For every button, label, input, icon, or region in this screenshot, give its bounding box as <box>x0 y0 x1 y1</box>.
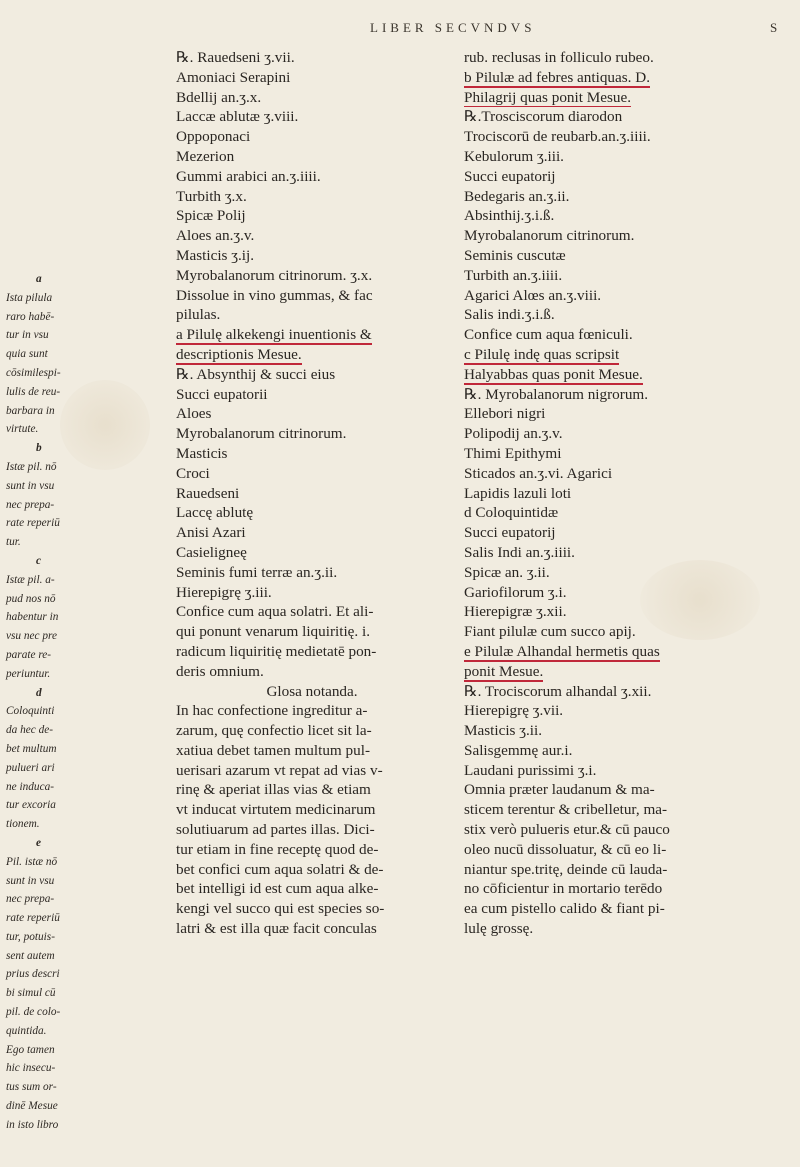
marginal-notes <box>6 270 72 1135</box>
text-line: ponit Mesue. <box>464 662 544 680</box>
text-line: Anisi Azari <box>176 524 246 542</box>
text-line: Myrobalanorum citrinorum. <box>464 227 635 245</box>
text-line: ea cum pistello calido & fiant pi- <box>464 900 665 918</box>
text-line: tur etiam in fine receptę quod de- <box>176 840 379 858</box>
text-line: Sticados an.ʒ.vi. Agarici <box>464 464 613 482</box>
text-line: Salisgemmę aur.i. <box>464 741 573 759</box>
marginal-note-line: ne induca- <box>6 780 54 793</box>
text-line: Gariofilorum ʒ.i. <box>464 583 567 601</box>
marginal-note-line: d <box>36 686 42 699</box>
text-line: Turbith ʒ.x. <box>176 187 247 205</box>
text-line: Turbith an.ʒ.iiii. <box>464 266 563 284</box>
page-signature: S <box>770 20 782 35</box>
marginal-note-line: rate reperiū <box>6 912 60 925</box>
text-line: Absinthij.ʒ.i.ß. <box>464 207 555 225</box>
marginal-note-line: Ego tamen <box>6 1043 55 1056</box>
text-line: deris omnium. <box>176 662 264 680</box>
running-head <box>370 20 782 36</box>
running-head-title: LIBER SECVNDVS <box>370 20 536 35</box>
text-line: Aloes <box>176 405 212 423</box>
text-line: Thimi Epithymi <box>464 444 562 462</box>
text-line: latri & est illa quæ facit conculas <box>176 920 377 938</box>
marginal-note-line: Istæ pil. nō <box>6 460 57 473</box>
text-line: Succi eupatorij <box>464 524 556 542</box>
marginal-note-line: tur. <box>6 536 21 549</box>
text-line: Hierepigræ ʒ.xii. <box>464 603 567 621</box>
marginal-note-line: pud nos nō <box>6 592 56 605</box>
text-line: d Coloquintidæ <box>464 504 559 522</box>
marginal-note-line: barbara in <box>6 404 55 417</box>
text-line: no cōficientur in mortario terēdo <box>464 880 663 898</box>
marginal-note-line: bet multum <box>6 742 57 755</box>
marginal-note-line: Istæ pil. a- <box>6 573 55 586</box>
text-line: Mezerion <box>176 147 235 165</box>
text-line: solutiuarum ad partes illas. Dici- <box>176 821 375 839</box>
marginal-note-line: Ista pilula <box>6 291 53 304</box>
text-line: Masticis ʒ.ij. <box>176 246 255 264</box>
text-line: Confice cum aqua solatri. Et ali- <box>176 603 374 621</box>
marginal-note-line: hic insecu- <box>6 1062 56 1075</box>
text-line: Trociscorū de reubarb.an.ʒ.iiii. <box>464 128 651 146</box>
text-line: sticem terentur & cribelletur, ma- <box>464 801 668 819</box>
marginal-note-line: cōsimilespi- <box>6 366 61 379</box>
marginal-note-line: tur in vsu <box>6 329 49 342</box>
marginal-note-line: vsu nec pre <box>6 630 58 643</box>
marginal-note-line: raro habē- <box>6 310 55 323</box>
text-line: Gummi arabici an.ʒ.iiii. <box>176 167 321 185</box>
marginal-note-line: bi simul cū <box>6 987 56 1000</box>
text-line: Succi eupatorij <box>464 167 556 185</box>
text-line: bet intelligi id est cum aqua alke- <box>176 880 379 898</box>
text-line: Ellebori nigri <box>464 405 546 423</box>
marginal-note-line: da hec de- <box>6 724 54 737</box>
text-line: Laudani purissimi ʒ.i. <box>464 761 597 779</box>
text-line: uerisari azarum vt repat ad vias v- <box>176 761 383 779</box>
text-line: Myrobalanorum citrinorum. <box>176 425 347 443</box>
text-line: ℞.Trosciscorum diarodon <box>464 108 623 126</box>
marginal-note-line: habentur in <box>6 611 59 624</box>
text-line: Halyabbas quas ponit Mesue. <box>464 365 643 383</box>
text-line: Spicæ an. ʒ.ii. <box>464 563 550 581</box>
marginal-note-line: tionem. <box>6 818 40 831</box>
marginal-note-line: e <box>36 836 42 849</box>
text-line: Lapidis lazuli loti <box>464 484 572 502</box>
marginal-note-line: parate re- <box>6 648 52 661</box>
text-line: vt inducat virtutem medicinarum <box>176 801 376 819</box>
text-line: ℞. Absynthij & succi eius <box>176 365 336 383</box>
marginal-note-line: lulis de reu- <box>6 385 61 398</box>
marginal-note-line: c <box>36 554 42 567</box>
marginal-note-line: sunt in vsu <box>6 874 55 887</box>
marginal-note-line: Coloquinti <box>6 705 55 718</box>
text-line: Glosa notanda. <box>266 682 358 700</box>
text-line: Bedegaris an.ʒ.ii. <box>464 187 570 205</box>
text-line: Kebulorum ʒ.iii. <box>464 147 564 165</box>
marginal-note-line: pil. de colo- <box>6 1006 61 1019</box>
marginal-note-line: a <box>36 273 42 285</box>
text-line: Polipodij an.ʒ.v. <box>464 425 563 443</box>
text-line: Hierepigrę ʒ.vii. <box>464 702 564 720</box>
text-line: Salis Indi an.ʒ.iiii. <box>464 543 575 561</box>
marginal-note-line: nec prepa- <box>6 893 55 906</box>
marginal-note-line: nec prepa- <box>6 498 55 511</box>
text-line: descriptionis Mesue. <box>176 345 302 363</box>
text-line: In hac confectione ingreditur a- <box>176 702 368 720</box>
text-line: Fiant pilulæ cum succo apij. <box>464 623 636 641</box>
text-line: Rauedseni <box>176 484 240 502</box>
text-line: niantur spe.tritę, deinde cū lauda- <box>464 860 668 878</box>
marginal-note-line: prius descri <box>6 968 60 981</box>
text-line: Salis indi.ʒ.i.ß. <box>464 306 555 324</box>
text-line: rub. reclusas in folliculo rubeo. <box>464 49 654 66</box>
marginal-note-line: quia sunt <box>6 348 48 361</box>
text-line: c Pilulę indę quas scripsit <box>464 345 620 363</box>
text-line: Philagrij quas ponit Mesue. <box>464 88 632 106</box>
text-line: e Pilulæ Alhandal hermetis quas <box>464 642 660 660</box>
marginal-note-line: sent autem <box>6 949 55 962</box>
text-line: Succi eupatorii <box>176 385 268 403</box>
marginal-note-line: b <box>36 442 42 455</box>
marginal-note-line: tur, potuis- <box>6 930 55 943</box>
text-line: Aloes an.ʒ.v. <box>176 227 255 245</box>
text-line: Hierepigrę ʒ.iii. <box>176 583 272 601</box>
text-line: kengi vel succo qui est species so- <box>176 900 385 918</box>
marginal-note-line: tus sum or- <box>6 1081 57 1094</box>
text-line: Laccæ ablutæ ʒ.viii. <box>176 108 299 126</box>
text-line: pilulas. <box>176 306 221 324</box>
text-line: ℞. Rauedseni ʒ.vii. <box>176 49 295 66</box>
marginal-note-line: quintida. <box>6 1024 47 1037</box>
marginal-note-line: sunt in vsu <box>6 479 55 492</box>
text-line: ℞. Myrobalanorum nigrorum. <box>464 385 649 403</box>
text-line: radicum liquiritię medietatē pon- <box>176 642 377 660</box>
text-line: Amoniaci Serapini <box>176 68 291 86</box>
text-line: Spicæ Polij <box>176 207 246 225</box>
text-line: stix verò pulueris etur.& cū pauco <box>464 821 670 839</box>
text-line: xatiua debet tamen multum pul- <box>176 741 371 759</box>
text-line: ℞. Trociscorum alhandal ʒ.xii. <box>464 682 652 700</box>
text-line: Confice cum aqua fœniculi. <box>464 326 633 344</box>
text-line: b Pilulæ ad febres antiquas. D. <box>464 68 651 86</box>
text-line: Seminis fumi terræ an.ʒ.ii. <box>176 563 338 581</box>
text-line: Bdellij an.ʒ.x. <box>176 88 262 106</box>
marginal-note-line: virtute. <box>6 423 39 436</box>
text-line: Oppoponaci <box>176 128 251 146</box>
marginal-note-line: dinē Mesue <box>6 1100 58 1113</box>
text-line: Dissolue in vino gummas, & fac <box>176 286 373 304</box>
text-line: Agarici Alœs an.ʒ.viii. <box>464 286 602 304</box>
marginal-note-line: Pil. istæ nō <box>6 855 58 868</box>
text-line: Seminis cuscutæ <box>464 246 566 264</box>
text-line: a Pilulę alkekengi inuentionis & <box>176 326 372 344</box>
marginal-note-line: in isto libro <box>6 1118 59 1131</box>
marginal-note-line: tur excoria <box>6 799 56 812</box>
text-line: lulę grossę. <box>464 920 534 938</box>
text-line: Laccę ablutę <box>176 504 254 522</box>
left-column-text <box>176 48 448 939</box>
text-line: bet confici cum aqua solatri & de- <box>176 860 384 878</box>
marginal-note-line: pulueri ari <box>6 761 55 774</box>
text-line: Masticis ʒ.ii. <box>464 722 543 740</box>
marginal-note-line: rate reperiū <box>6 517 60 530</box>
text-line: Casieligneę <box>176 543 247 561</box>
marginal-note-line: periuntur. <box>6 667 51 680</box>
text-line: Masticis <box>176 444 228 462</box>
text-line: Croci <box>176 464 210 482</box>
text-line: oleo nucū dissoluatur, & cū eo li- <box>464 840 667 858</box>
text-line: zarum, quę confectio licet sit la- <box>176 722 372 740</box>
text-line: Myrobalanorum citrinorum. ʒ.x. <box>176 266 373 284</box>
text-line: Omnia præter laudanum & ma- <box>464 781 655 799</box>
right-column-text <box>464 48 784 939</box>
text-line: rinę & aperiat illas vias & etiam <box>176 781 371 799</box>
text-line: qui ponunt venarum liquiritię. i. <box>176 623 371 641</box>
